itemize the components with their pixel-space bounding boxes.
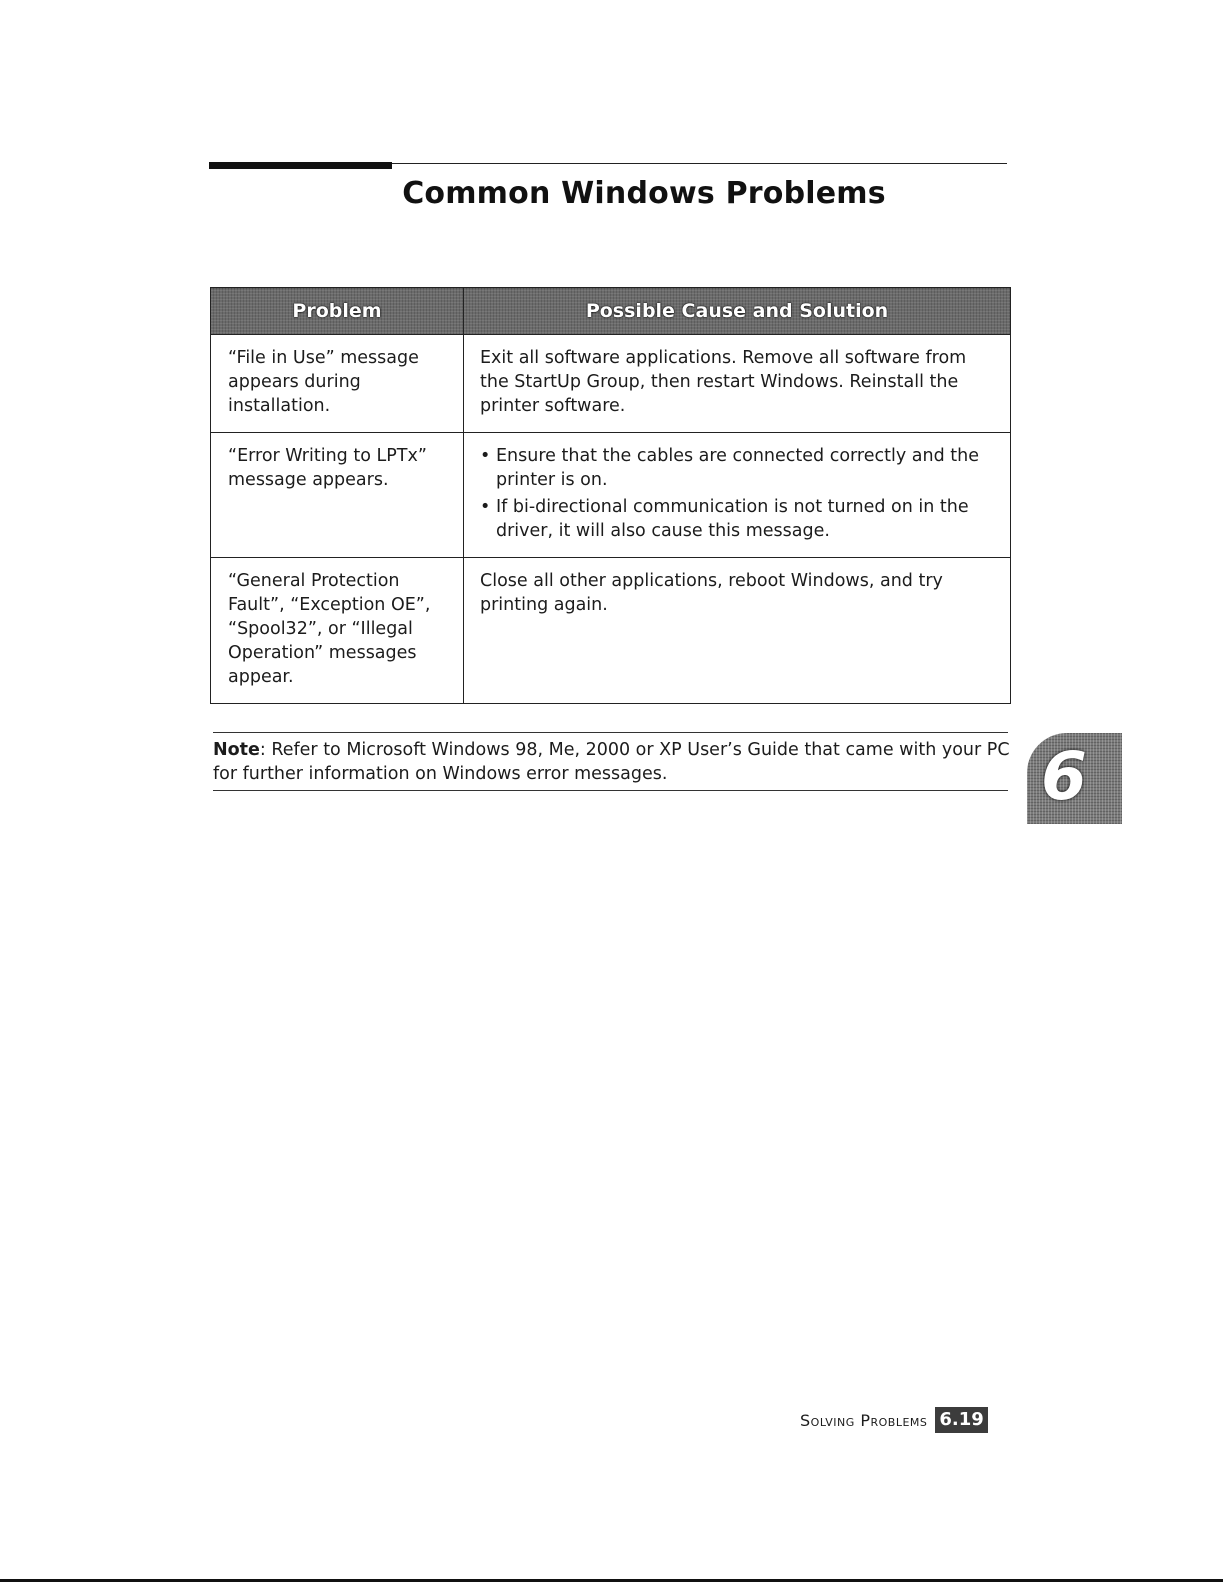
header-rule-accent	[209, 162, 392, 169]
footer-page-number: 6.19	[935, 1407, 987, 1433]
solution-bullet-list	[480, 444, 994, 543]
problem-cell: “Error Writing to LPTx” message appears.	[211, 433, 464, 558]
table-row	[211, 433, 1011, 558]
table-row	[211, 335, 1011, 433]
solution-bullet: • Ensure that the cables are connected correctly and the printer is on.	[480, 444, 994, 492]
note-rule-top	[213, 732, 1008, 733]
column-header-problem: Problem	[211, 288, 464, 335]
solution-cell: Exit all software applications. Remove all software from the StartUp Group, then restart Windows. Reinstall the printer software.	[464, 335, 1011, 433]
footer-section-title: Solving Problems	[800, 1410, 928, 1430]
note-text: : Refer to Microsoft Windows 98, Me, 2000 or XP User’s Guide that came with your PC for further information on Windows error messages.	[213, 740, 1010, 784]
solution-bullet: • If bi-directional communication is not turned on in the driver, it will also cause this message.	[480, 495, 994, 543]
table-header-row	[211, 288, 1011, 335]
column-header-solution: Possible Cause and Solution	[464, 288, 1011, 335]
chapter-number: 6	[1041, 738, 1087, 815]
note-block	[213, 738, 1013, 786]
table-row	[211, 558, 1011, 704]
note-label: Note	[213, 740, 260, 760]
page-bottom-border	[0, 1579, 1223, 1582]
solution-cell: Close all other applications, reboot Windows, and try printing again.	[464, 558, 1011, 704]
page-footer	[800, 1406, 988, 1434]
note-rule-bottom	[213, 790, 1008, 791]
solution-cell	[464, 433, 1011, 558]
problem-cell: “File in Use” message appears during installation.	[211, 335, 464, 433]
chapter-tab	[1027, 733, 1122, 824]
problems-table	[210, 287, 1011, 704]
page-title: Common Windows Problems	[402, 176, 886, 211]
problem-cell: “General Protection Fault”, “Exception OE”, “Spool32”, or “Illegal Operation” messages appear.	[211, 558, 464, 704]
